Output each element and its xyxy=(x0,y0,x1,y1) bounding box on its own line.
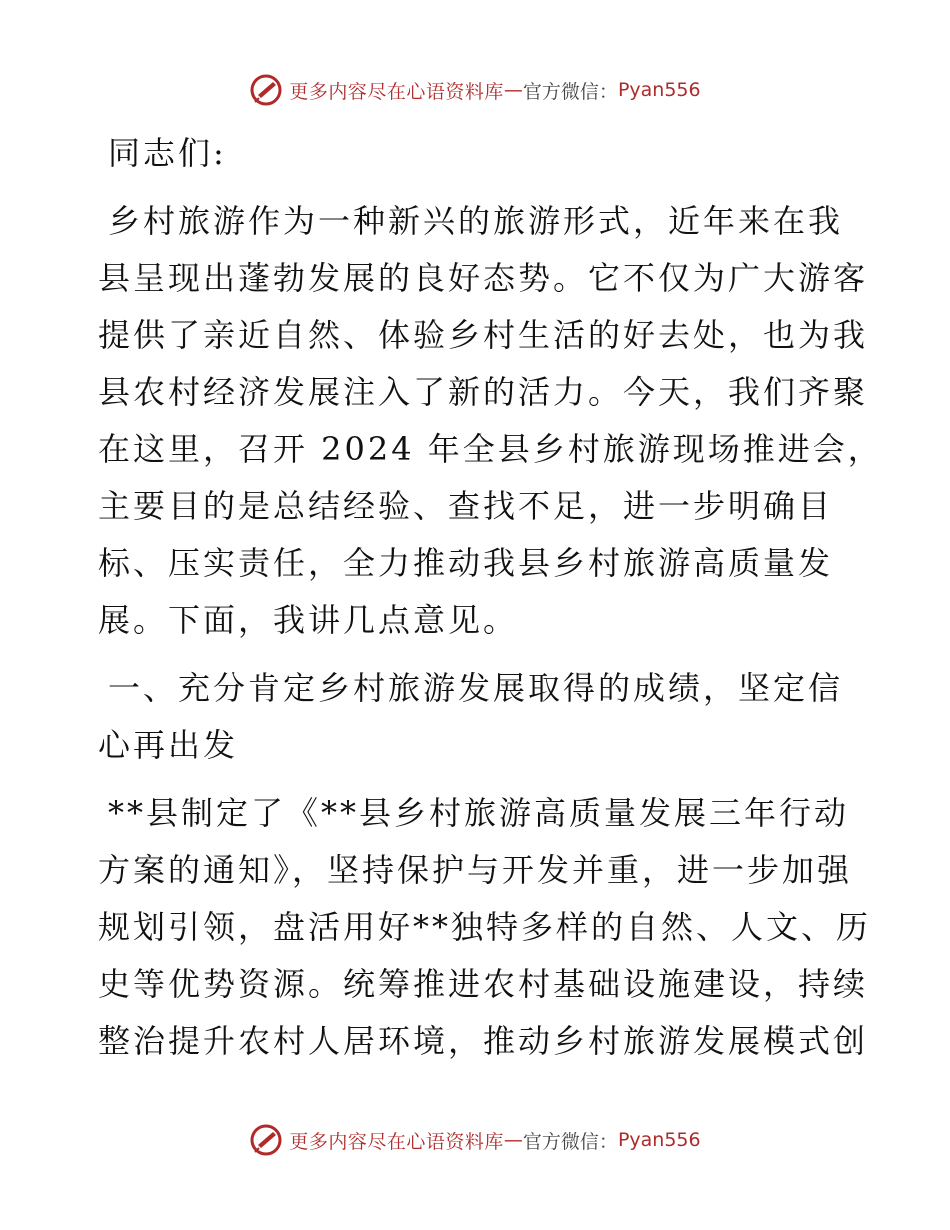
intro-paragraph xyxy=(98,193,883,649)
body-line: **县制定了《**县乡村旅游高质量发展三年行动 xyxy=(108,794,850,832)
header-banner xyxy=(0,70,950,110)
body-line: 史等优势资源。统筹推进农村基础设施建设，持续 xyxy=(98,965,869,1003)
body-line: 方案的通知》，坚持保护与开发并重，进一步加强 xyxy=(98,851,853,889)
banner-brand: 更多内容尽在心语资料库 xyxy=(289,80,504,103)
intro-line: 主要目的是总结经验、查找不足，进一步明确目 xyxy=(98,487,834,525)
body-line: 规划引领，盘活用好**独特多样的自然、人文、历 xyxy=(98,908,872,946)
document-body xyxy=(98,125,883,1070)
body-paragraph xyxy=(98,785,872,1070)
section-heading xyxy=(98,660,858,774)
heading-line: 一、充分肯定乡村旅游发展取得的成绩，坚定信 xyxy=(108,669,844,707)
salutation: 同志们: xyxy=(108,134,227,172)
banner-brand: 更多内容尽在心语资料库 xyxy=(289,1130,504,1153)
heading-line: 心再出发 xyxy=(98,726,239,764)
body-line: 整治提升农村人居环境，推动乡村旅游发展模式创 xyxy=(98,1022,869,1060)
intro-line: 在这里，召开 2024 年全县乡村旅游现场推进会， xyxy=(98,430,883,468)
footer-banner xyxy=(0,1120,950,1160)
intro-line: 提供了亲近自然、体验乡村生活的好去处，也为我 xyxy=(98,316,869,354)
intro-line: 县呈现出蓬勃发展的良好态势。它不仅为广大游客 xyxy=(98,259,869,297)
banner-dash: — xyxy=(503,1129,523,1151)
intro-line: 县农村经济发展注入了新的活力。今天，我们齐聚 xyxy=(98,373,869,411)
intro-line: 标、压实责任，全力推动我县乡村旅游高质量发 xyxy=(98,544,834,582)
banner-contact-label: 官方微信： xyxy=(522,1130,618,1153)
intro-line: 展。下面，我讲几点意见。 xyxy=(98,601,519,639)
banner-contact-label: 官方微信： xyxy=(522,80,618,103)
logo-icon xyxy=(249,1123,283,1157)
banner-contact-id: Pyan556 xyxy=(617,1129,701,1151)
logo-icon xyxy=(249,73,283,107)
banner-dash: — xyxy=(503,79,523,101)
intro-line: 乡村旅游作为一种新兴的旅游形式，近年来在我 xyxy=(108,202,844,240)
banner-contact-id: Pyan556 xyxy=(617,79,701,101)
